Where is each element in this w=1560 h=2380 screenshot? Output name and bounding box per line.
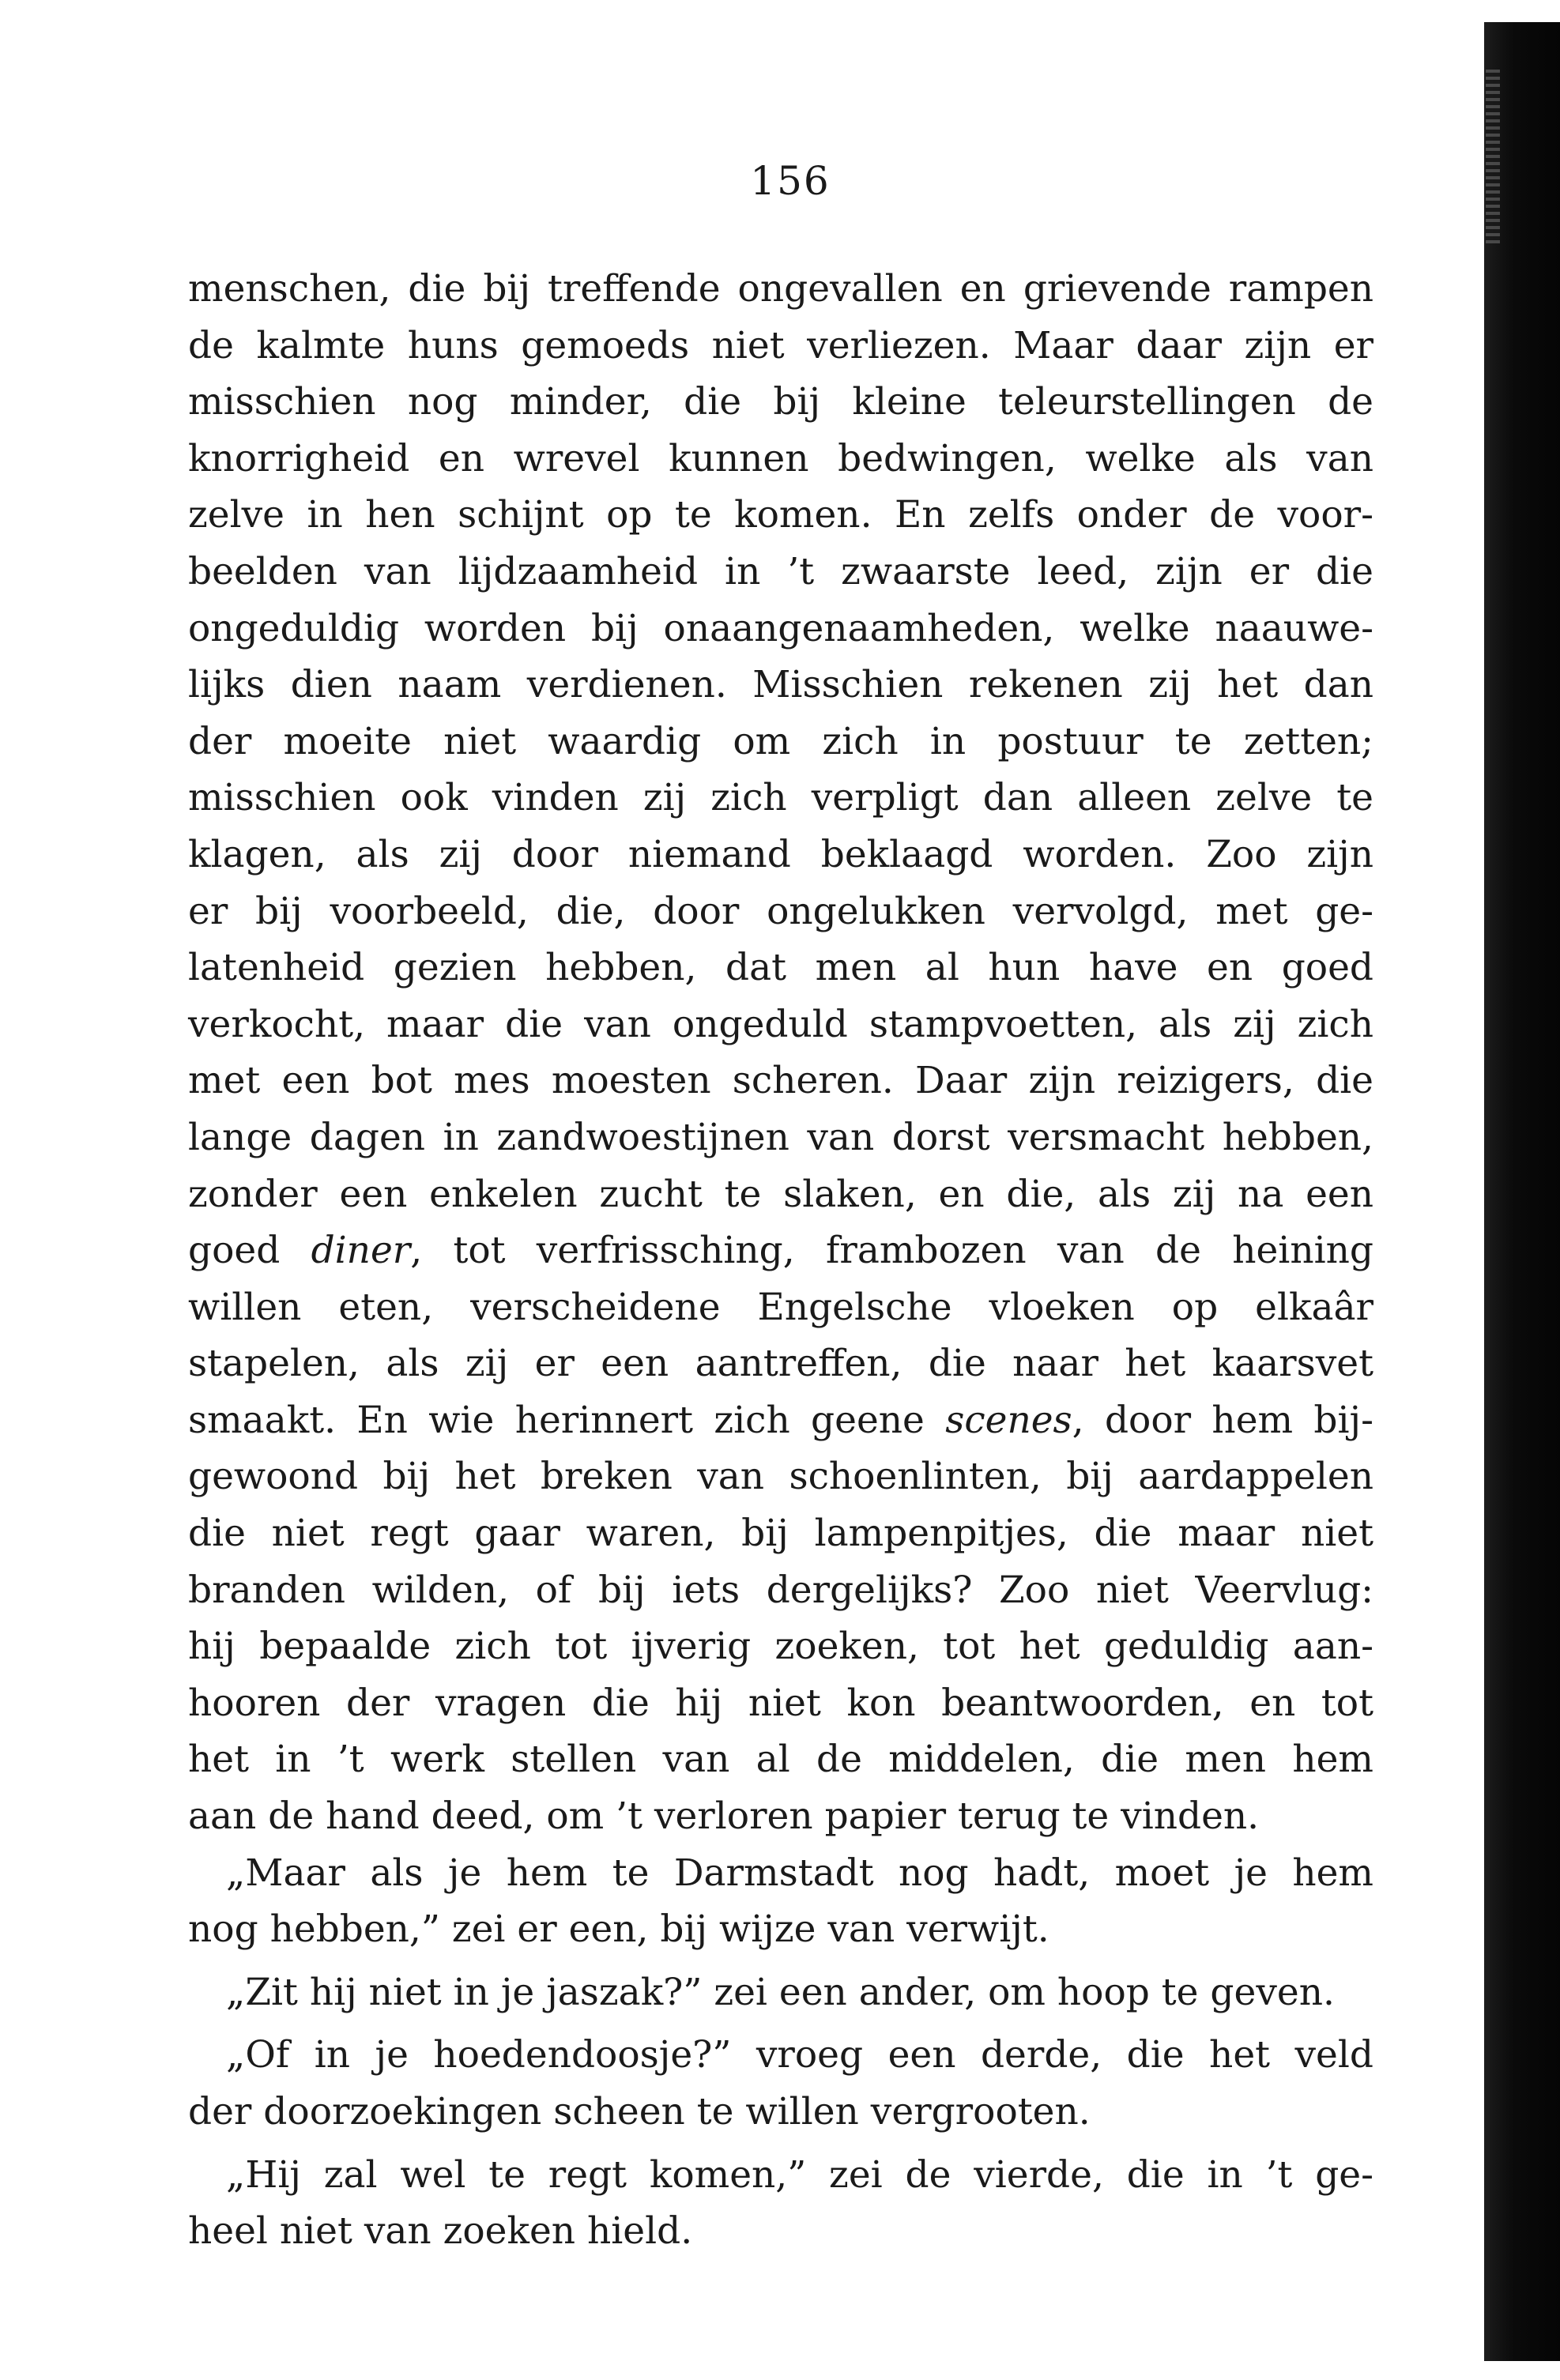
text-line <box>188 883 1373 940</box>
text-line <box>188 1505 1373 1562</box>
text-segment: de kalmte huns gemoeds niet verliezen. Maar daar zijn er <box>188 323 1373 367</box>
text-line <box>188 1392 1373 1449</box>
text-line <box>188 431 1373 488</box>
text-segment: heel niet van zoeken hield. <box>188 2209 693 2254</box>
text-segment: er bij voorbeeld, die, door ongelukken vervolgd, met ge- <box>188 889 1373 933</box>
text-segment: klagen, als zij door niemand beklaagd worden. Zoo zijn <box>188 832 1373 876</box>
text-segment: , tot verfrissching, frambozen van de heining <box>410 1229 1373 1273</box>
text-segment: zonder een enkelen zucht te slaken, en die, als zij na een <box>188 1172 1373 1216</box>
text-line <box>188 601 1373 657</box>
text-line <box>188 261 1373 318</box>
text-line <box>188 1222 1373 1279</box>
text-line <box>188 1964 1373 2021</box>
text-segment: gewoond bij het breken van schoenlinten, bij aardappelen <box>188 1455 1373 1499</box>
text-segment: der doorzoekingen scheen te willen vergrooten. <box>188 2090 1091 2133</box>
text-segment: hooren der vragen die hij niet kon beantwoorden, en tot <box>188 1681 1373 1725</box>
text-segment: goed <box>188 1229 311 1273</box>
text-segment: willen eten, verscheidene Engelsche vloeken op elkaâr <box>188 1285 1373 1329</box>
text-line <box>188 1053 1373 1109</box>
text-line <box>188 1279 1373 1336</box>
text-segment: het in ’t werk stellen van al de middelen, die men hem <box>188 1738 1373 1782</box>
text-segment: misschien nog minder, die bij kleine teleurstellingen de <box>188 380 1373 424</box>
text-segment: met een bot mes moesten scheren. Daar zijn reizigers, die <box>188 1059 1373 1103</box>
text-segment: „Of in je hoedendoosje?” vroeg een derde, die het veld <box>226 2033 1373 2077</box>
text-segment: misschien ook vinden zij zich verpligt dan alleen zelve te <box>188 776 1373 820</box>
text-segment: , door hem bij- <box>1072 1398 1373 1442</box>
text-line <box>188 2203 1373 2260</box>
text-line <box>188 374 1373 431</box>
text-segment: smaakt. En wie herinnert zich geene <box>188 1398 946 1442</box>
italic-word: diner <box>311 1229 411 1273</box>
text-segment: verkocht, maar die van ongeduld stampvoetten, als zij zich <box>188 1002 1373 1046</box>
text-line <box>188 1562 1373 1619</box>
text-segment: lijks dien naam verdienen. Misschien rekenen zij het dan <box>188 663 1373 707</box>
text-segment: der moeite niet waardig om zich in postuur te zetten; <box>188 719 1373 763</box>
text-line <box>188 940 1373 996</box>
text-line <box>188 2147 1373 2204</box>
text-segment: hij bepaalde zich tot ijverig zoeken, tot het geduldig aan- <box>188 1625 1373 1669</box>
text-segment: aan de hand deed, om ’t verloren papier terug te vinden. <box>188 1794 1260 1839</box>
text-segment: „Zit hij niet in je jaszak?” zei een ander, om hoop te geven. <box>226 1970 1335 2014</box>
text-segment: „Maar als je hem te Darmstadt nog hadt, moet je hem <box>226 1851 1373 1895</box>
text-line <box>188 1901 1373 1958</box>
scanned-binding-edge <box>1484 22 1560 2361</box>
text-segment: menschen, die bij treffende ongevallen en grievende rampen <box>188 267 1373 311</box>
text-line <box>188 1675 1373 1732</box>
text-line <box>188 544 1373 601</box>
text-segment: „Hij zal wel te regt komen,” zei de vierde, die in ’t ge- <box>226 2152 1373 2197</box>
text-line <box>188 1166 1373 1223</box>
text-line <box>188 714 1373 770</box>
text-segment: die niet regt gaar waren, bij lampenpitjes, die maar niet <box>188 1512 1373 1556</box>
text-line <box>188 770 1373 827</box>
text-line <box>188 657 1373 714</box>
text-segment: ongeduldig worden bij onaangenaamheden, welke naauwe- <box>188 606 1373 650</box>
italic-word: scenes <box>945 1398 1072 1442</box>
text-segment: stapelen, als zij er een aantreffen, die naar het kaarsvet <box>188 1342 1373 1386</box>
text-line <box>188 1335 1373 1392</box>
text-line <box>188 318 1373 375</box>
text-segment: lange dagen in zandwoestijnen van dorst versmacht hebben, <box>188 1115 1373 1159</box>
text-line <box>188 1788 1373 1845</box>
text-line <box>188 827 1373 883</box>
text-line <box>188 1845 1373 1902</box>
text-line <box>188 1448 1373 1505</box>
text-segment: branden wilden, of bij iets dergelijks? Zoo niet Veervlug: <box>188 1568 1373 1612</box>
text-line <box>188 2027 1373 2084</box>
text-line <box>188 1731 1373 1788</box>
text-line <box>188 1618 1373 1675</box>
body-text <box>188 261 1373 2260</box>
text-segment: latenheid gezien hebben, dat men al hun have en goed <box>188 946 1373 990</box>
text-segment: knorrigheid en wrevel kunnen bedwingen, welke als van <box>188 436 1373 480</box>
text-line <box>188 2084 1373 2141</box>
text-line <box>188 996 1373 1053</box>
text-segment: zelve in hen schijnt op te komen. En zelfs onder de voor- <box>188 493 1373 537</box>
text-segment: beelden van lijdzaamheid in ’t zwaarste leed, zijn er die <box>188 549 1373 593</box>
page-number: 156 <box>750 158 831 204</box>
text-line <box>188 487 1373 544</box>
text-line <box>188 1109 1373 1166</box>
text-segment: nog hebben,” zei er een, bij wijze van verwijt. <box>188 1907 1049 1952</box>
